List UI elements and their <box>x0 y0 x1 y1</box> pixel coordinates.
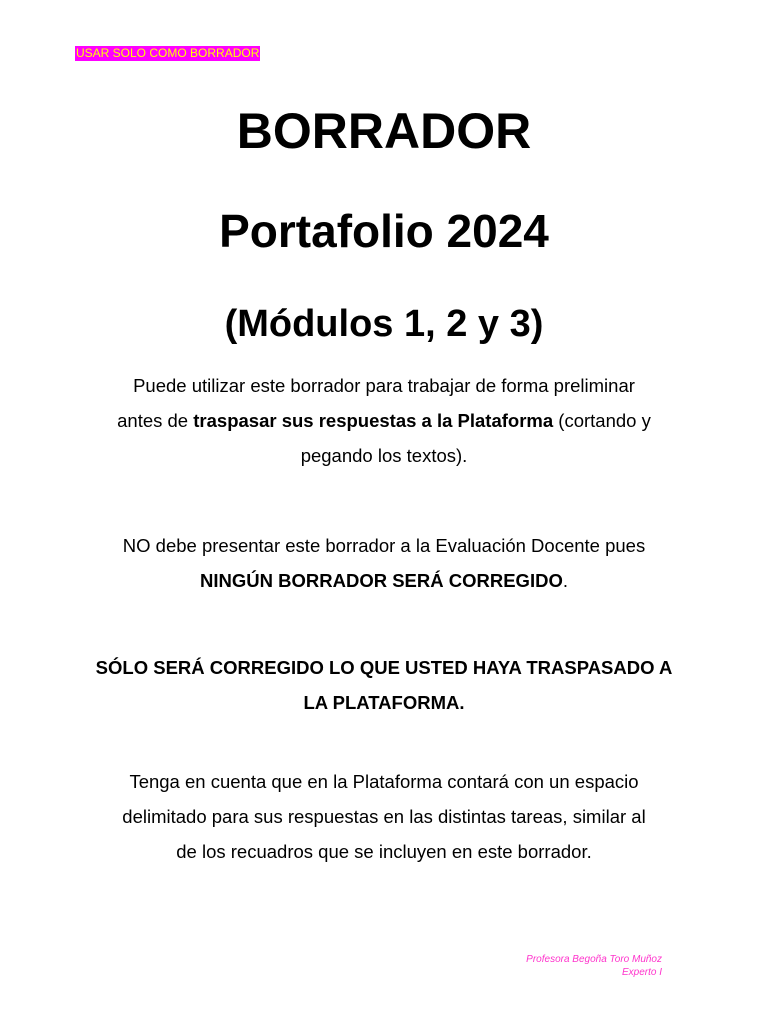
paragraph-intro-line2 <box>60 403 708 438</box>
paragraph-intro-emphasis: traspasar sus respuestas a la Plataforma <box>193 410 554 431</box>
paragraph-warning <box>60 528 708 598</box>
paragraph-warning-line1: NO debe presentar este borrador a la Evaluación Docente pues <box>122 535 646 556</box>
draft-tag <box>75 46 260 61</box>
title-borrador: BORRADOR <box>236 103 532 159</box>
paragraph-note-line1: Tenga en cuenta que en la Plataforma contará con un espacio <box>129 771 639 792</box>
title-modulos: (Módulos 1, 2 y 3) <box>224 303 544 345</box>
paragraph-warning-emphasis: NINGÚN BORRADOR SERÁ CORREGIDO <box>200 570 563 591</box>
paragraph-intro-line2-post: (cortando y <box>553 410 651 431</box>
footer-author-role: Experto I <box>621 967 662 978</box>
draft-tag-text: USAR SOLO COMO BORRADOR <box>76 46 260 60</box>
footer-author-name: Profesora Begoña Toro Muñoz <box>526 954 662 965</box>
paragraph-notice-line1: SÓLO SERÁ CORREGIDO LO QUE USTED HAYA TRASPASADO A <box>95 657 673 678</box>
paragraph-warning-line2 <box>60 563 708 598</box>
paragraph-notice <box>60 650 708 720</box>
paragraph-note <box>60 764 708 869</box>
paragraph-notice-line2: LA PLATAFORMA. <box>303 692 465 713</box>
paragraph-intro-line2-pre: antes de <box>117 410 194 431</box>
paragraph-warning-line2-post: . <box>562 570 568 591</box>
footer-author <box>526 953 662 979</box>
paragraph-intro-line3: pegando los textos). <box>300 445 468 466</box>
title-portafolio: Portafolio 2024 <box>219 205 549 257</box>
paragraph-intro <box>60 368 708 473</box>
paragraph-note-line2: delimitado para sus respuestas en las distintas tareas, similar al <box>122 806 646 827</box>
paragraph-note-line3: de los recuadros que se incluyen en este borrador. <box>176 841 592 862</box>
paragraph-intro-line1: Puede utilizar este borrador para trabajar de forma preliminar <box>133 375 635 396</box>
